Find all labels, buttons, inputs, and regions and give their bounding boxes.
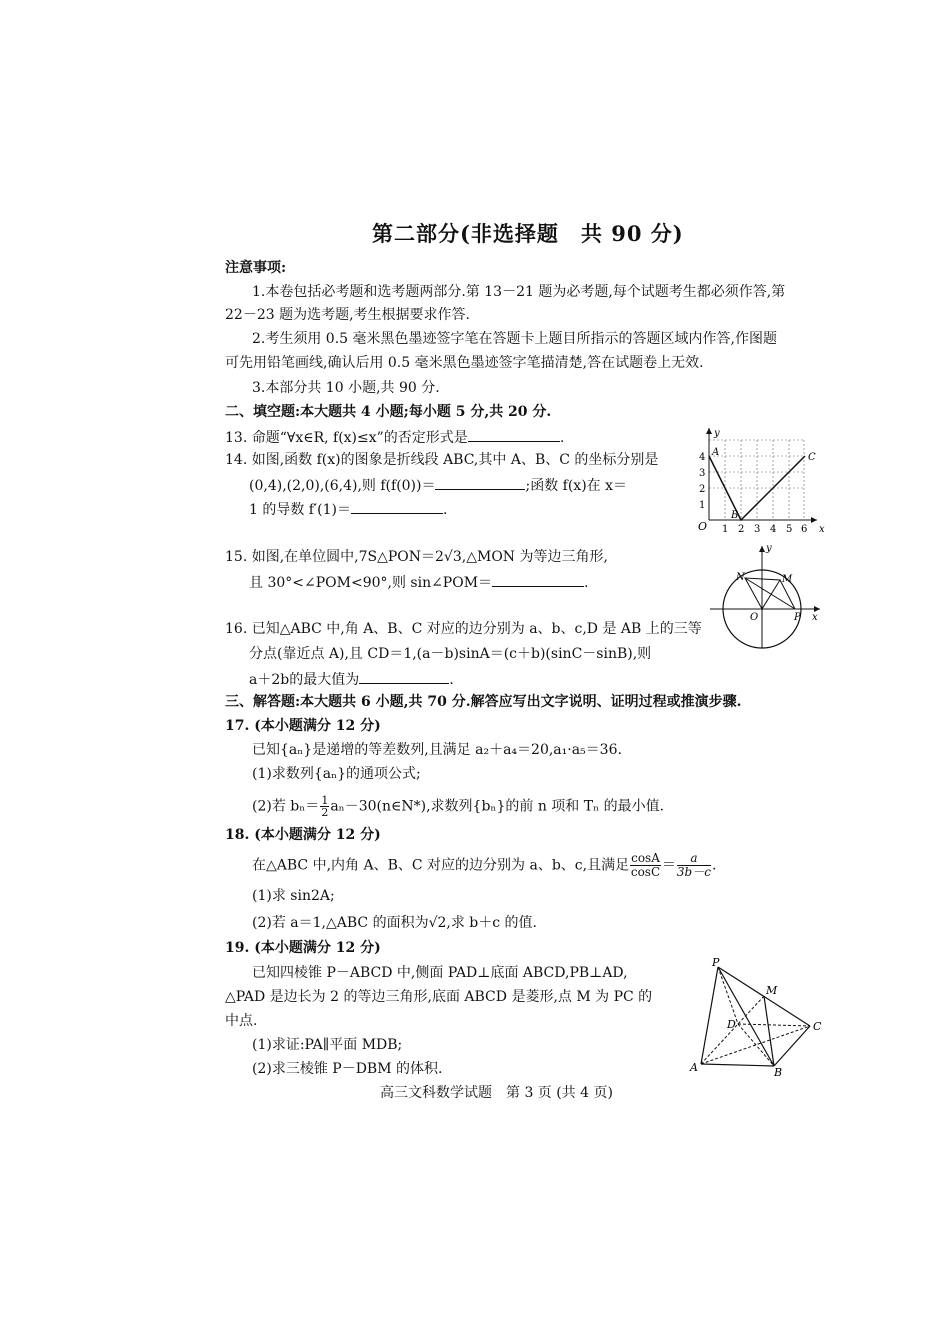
x-axis-label: x [819, 524, 825, 535]
fraction-numerator: cosA [631, 851, 660, 865]
q14-answer-blank-2[interactable] [351, 499, 443, 514]
question-17-line2: (1)求数列{aₙ}的通项公式; [252, 766, 421, 782]
x-tick-1: 1 [722, 524, 729, 535]
fraction-denominator: 2 [321, 806, 329, 819]
q14-text-b: ;函数 f(x)在 x＝ [525, 478, 627, 494]
figure-q15-unit-circle [708, 540, 826, 652]
q17-text-a: (2)若 bₙ＝ [252, 798, 320, 815]
fraction-denominator: cosC [630, 865, 661, 879]
page-footer: 高三文科数学试题 第 3 页 (共 4 页) [380, 1085, 613, 1101]
fraction-numerator: a [677, 852, 711, 866]
y-axis-arrow-icon [706, 428, 712, 434]
fraction-one-half [320, 795, 329, 818]
question-19-line1: 已知四棱锥 P－ABCD 中,侧面 PAD⊥底面 ABCD,PB⊥AD, [252, 965, 628, 981]
edge-pd [718, 967, 738, 1024]
vertex-a-label: A [690, 1061, 698, 1074]
origin-label: O [698, 520, 708, 533]
point-m-label: M [766, 984, 778, 997]
vertex-b-label: B [774, 1066, 783, 1078]
q18-text-a: 在△ABC 中,内角 A、B、C 对应的边分别为 a、b、c,且满足 [252, 857, 630, 874]
question-14-line1: 14. 如图,函数 f(x)的图象是折线段 ABC,其中 A、B、C 的坐标分别是 [225, 452, 659, 468]
section-fill-heading: 二、填空题:本大题共 4 小题;每小题 5 分,共 20 分. [225, 404, 552, 420]
origin-label: O [750, 612, 759, 623]
y-axis-label: y [766, 543, 772, 554]
x-tick-3: 3 [754, 524, 761, 535]
edge-dc [738, 1024, 810, 1026]
note-1b: 22－23 题为选考题,考生根据要求作答. [225, 307, 470, 323]
section-answer-heading: 三、解答题:本大题共 6 小题,共 70 分.解答应写出文字说明、证明过程或推演步骤. [225, 694, 742, 710]
q14-text-a: (0,4),(2,0),(6,4),则 f(f(0))＝ [249, 478, 436, 494]
q16-answer-blank[interactable] [359, 669, 449, 684]
question-16-line1: 16. 已知△ABC 中,角 A、B、C 对应的边分别为 a、b、c,D 是 AB 上的三等 [225, 621, 702, 637]
question-14-line2 [249, 475, 627, 495]
fraction-numerator: 1 [321, 794, 329, 807]
question-18-heading: 18. (本小题满分 12 分) [225, 827, 381, 843]
figure-q19-pyramid [686, 954, 826, 1078]
note-2a: 2.考生须用 0.5 毫米黑色墨迹签字笔在答题卡上题目所指示的答题区域内作答,作图题 [252, 331, 777, 347]
q13-answer-blank[interactable] [468, 427, 560, 442]
y-tick-4: 4 [699, 452, 706, 463]
question-19-heading: 19. (本小题满分 12 分) [225, 940, 381, 956]
question-17-heading: 17. (本小题满分 12 分) [225, 718, 381, 734]
edge-ab [701, 1064, 774, 1066]
edge-pb [718, 967, 774, 1066]
period: . [711, 857, 717, 874]
q14-answer-blank-1[interactable] [435, 475, 525, 490]
point-a-label: A [712, 447, 720, 458]
note-3: 3.本部分共 10 小题,共 90 分. [252, 380, 440, 396]
point-m-label: M [782, 574, 793, 585]
y-tick-3: 3 [699, 468, 706, 479]
question-17-line1: 已知{aₙ}是递增的等差数列,且满足 a₂＋a₄＝20,a₁·a₅＝36. [252, 742, 622, 758]
y-tick-1: 1 [699, 500, 706, 511]
equals-sign: ＝ [661, 857, 676, 874]
y-tick-2: 2 [699, 484, 706, 495]
question-19-line5: (2)求三棱锥 P－DBM 的体积. [252, 1061, 443, 1077]
question-15-line2: 且 30°<∠POM<90°,则 sin∠POM＝ . [249, 572, 589, 592]
question-18-line1 [252, 852, 716, 879]
question-18-line2: (1)求 sin2A; [252, 888, 335, 904]
q16-text: a＋2b的最大值为 [249, 672, 360, 688]
x-tick-4: 4 [770, 524, 777, 535]
q15-answer-blank[interactable] [492, 572, 584, 587]
question-19-line3: 中点. [225, 1013, 258, 1029]
question-13: 13. 命题“∀x∈R, f(x)≤x”的否定形式是 . [225, 427, 564, 447]
question-19-line2: △PAD 是边长为 2 的等边三角形,底面 ABCD 是菱形,点 M 为 PC 的 [225, 989, 653, 1005]
q13-text: 13. 命题“∀x∈R, f(x)≤x”的否定形式是 [225, 430, 468, 446]
question-16-line3: a＋2b的最大值为 . [249, 669, 454, 689]
fraction-a-3b-c [677, 852, 711, 879]
x-tick-5: 5 [786, 524, 793, 535]
x-tick-6: 6 [801, 524, 808, 535]
question-14-line3: 1 的导数 f′(1)＝ . [249, 499, 447, 519]
x-tick-2: 2 [738, 524, 745, 535]
y-axis-label: y [714, 428, 720, 439]
point-c-label: C [808, 452, 816, 463]
figure-q14-graph [693, 424, 825, 536]
question-15-line1: 15. 如图,在单位圆中,7S△PON＝2√3,△MON 为等边三角形, [225, 549, 608, 565]
y-axis-arrow-icon [759, 546, 765, 552]
q17-text-b: aₙ－30(n∈N*),求数列{bₙ}的前 n 项和 Tₙ 的最小值. [330, 798, 665, 815]
vertex-p-label: P [712, 956, 720, 969]
x-axis-arrow-icon [811, 517, 817, 523]
point-p-label: P [794, 612, 801, 623]
notes-heading: 注意事项: [225, 260, 287, 276]
vertex-c-label: C [813, 1020, 822, 1033]
question-18-line3: (2)若 a＝1,△ABC 的面积为√2,求 b＋c 的值. [252, 915, 538, 931]
fraction-denominator: 3b－c [676, 865, 711, 879]
x-axis-label: x [812, 612, 818, 623]
question-19-line4: (1)求证:PA∥平面 MDB; [252, 1037, 403, 1053]
page-title: 第二部分(非选择题 共 90 分) [372, 221, 684, 246]
q14-text-c: 1 的导数 f′(1)＝ [249, 502, 351, 518]
note-1a: 1.本卷包括必考题和选考题两部分.第 13－21 题为必考题,每个试题考生都必须作答,第 [252, 284, 786, 300]
q15-text: 且 30°<∠POM<90°,则 sin∠POM＝ [249, 575, 493, 591]
point-n-label: N [736, 572, 745, 583]
point-b-label: B [731, 510, 739, 521]
edge-pa [701, 967, 718, 1064]
note-2b: 可先用铅笔画线,确认后用 0.5 毫米黑色墨迹签字笔描清楚,答在试题卷上无效. [225, 355, 704, 371]
fraction-cosa-cosc [630, 852, 661, 879]
question-17-line3 [252, 795, 664, 818]
question-16-line2: 分点(靠近点 A),且 CD＝1,(a－b)sinA＝(c＋b)(sinC－sinB),则 [249, 646, 652, 662]
vertex-d-label: D [727, 1018, 736, 1031]
